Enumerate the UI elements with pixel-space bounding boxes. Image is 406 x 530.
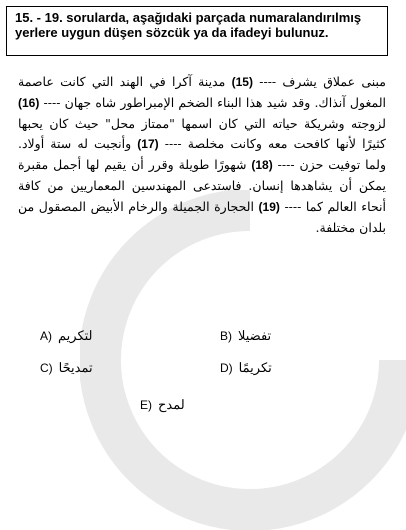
passage-segment-2: مدينة آكرا في الهند التي كانت عاصمة المغول آنذاك. وقد شيد هذا البناء الضخم الإمبراطور شاه جهان ---- [18, 74, 386, 110]
option-a[interactable] [40, 326, 93, 346]
question-instruction: 15. - 19. sorularda, aşağıdaki parçada numaralandırılmış yerlere uygun düşen sözcük ya da ifadeyi bulunuz. [15, 10, 362, 40]
passage-segment-3: لزوجته وشريكة حياته التي كان اسمها "ممتاز محل" حيث كان يحبها كثيرًا لأنها كافحت معه وكانت مخلصة ---- [18, 115, 386, 152]
option-e-letter: E) [140, 398, 152, 412]
option-d-letter: D) [220, 361, 233, 375]
option-b[interactable] [220, 326, 271, 346]
option-d-text: تكريمًا [238, 361, 272, 376]
option-a-letter: A) [40, 329, 52, 343]
passage-segment-6: الحجارة الجميلة والرخام الأبيض المصقول من بلدان مختلفة. [18, 198, 386, 235]
blank-number-18: (18) [251, 158, 273, 173]
passage-segment-4: وأنجبت له ستة أولاد. ولما توفيت حزن ---- [18, 136, 386, 173]
option-d[interactable] [220, 358, 272, 378]
option-b-letter: B) [220, 329, 232, 343]
option-c-text: تمديحًا [58, 361, 93, 376]
option-e-text: لمدح [158, 398, 185, 413]
option-a-text: لتكريم [58, 329, 93, 344]
option-b-text: تفضيلا [238, 329, 272, 344]
question-instruction-box [6, 6, 388, 56]
blank-number-19: (19) [258, 199, 280, 214]
blank-number-16: (16) [18, 95, 40, 110]
passage-segment-1: مبنى عملاق يشرف ---- [252, 74, 386, 89]
option-c-letter: C) [40, 361, 53, 375]
blank-number-17: (17) [137, 137, 159, 152]
option-c[interactable] [40, 358, 93, 378]
blank-number-15: (15) [231, 75, 253, 89]
passage-segment-5: شهورًا طويلة وقرر أن يقيم لها أجمل مقبرة يمكن أن يشاهدها إنسان. فاستدعى المهندسين المعماريين من كافة أنحاء العالم كما ---- [18, 157, 387, 214]
reading-passage [18, 72, 386, 238]
option-e[interactable] [140, 395, 185, 415]
